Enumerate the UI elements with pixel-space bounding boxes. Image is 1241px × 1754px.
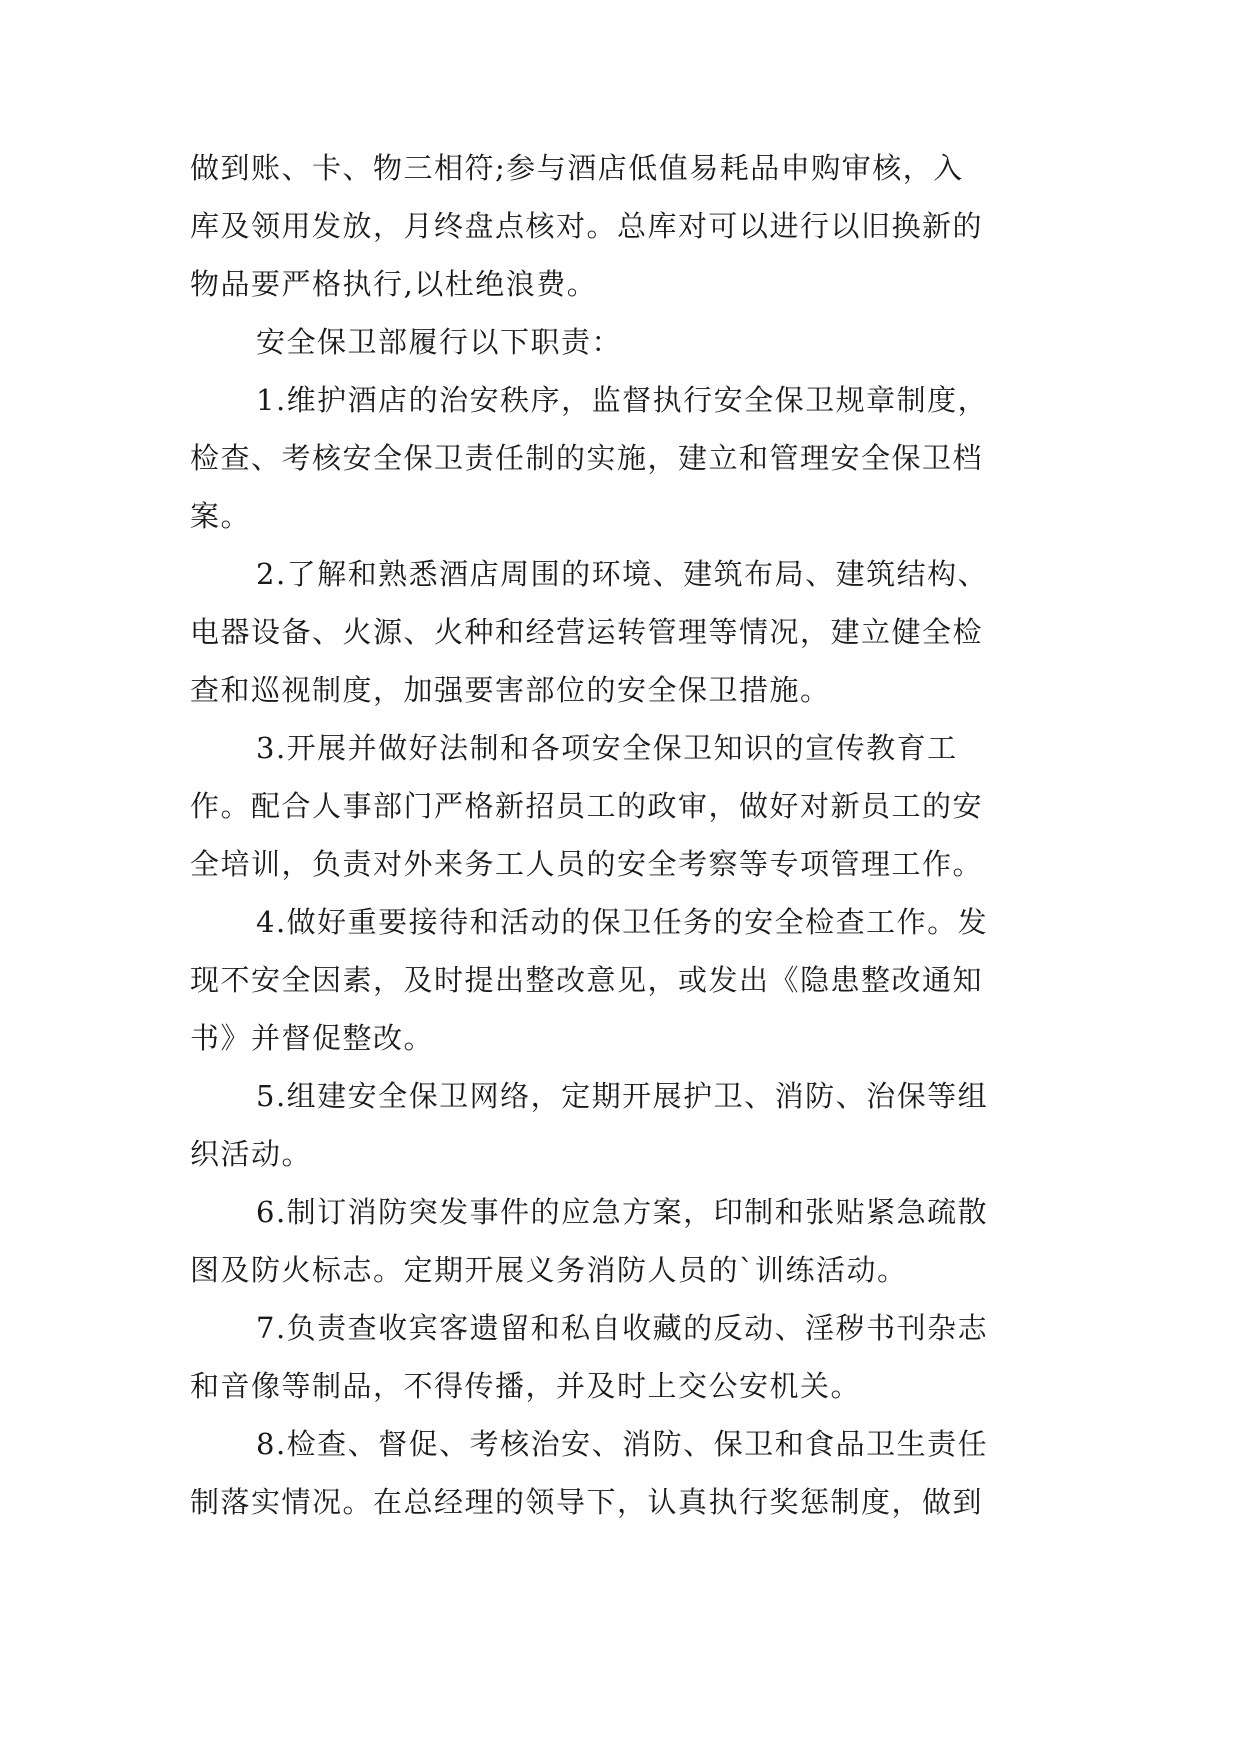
text-line: 全培训，负责对外来务工人员的安全考察等专项管理工作。 [190, 847, 984, 881]
text-line: 图及防火标志。定期开展义务消防人员的`训练活动。 [190, 1253, 908, 1287]
list-item-4-line: 4.做好重要接待和活动的保卫任务的安全检查工作。发 [256, 905, 989, 939]
list-item-2-line: 2.了解和熟悉酒店周围的环境、建筑布局、建筑结构、 [256, 557, 989, 591]
list-item-8-line: 8.检查、督促、考核治安、消防、保卫和食品卫生责任 [256, 1427, 989, 1461]
list-item-5-line: 5.组建安全保卫网络，定期开展护卫、消防、治保等组 [256, 1079, 989, 1113]
text-line: 库及领用发放，月终盘点核对。总库对可以进行以旧换新的 [190, 209, 984, 243]
text-line: 现不安全因素，及时提出整改意见，或发出《隐患整改通知 [190, 963, 984, 997]
text-line: 物品要严格执行,以杜绝浪费。 [190, 267, 598, 301]
section-heading: 安全保卫部履行以下职责： [256, 325, 623, 359]
text-line: 检查、考核安全保卫责任制的实施，建立和管理安全保卫档 [190, 441, 984, 475]
text-line: 制落实情况。在总经理的领导下，认真执行奖惩制度，做到 [190, 1485, 984, 1519]
text-line: 案。 [190, 499, 252, 533]
text-line: 和音像等制品，不得传播，并及时上交公安机关。 [190, 1369, 862, 1403]
text-line: 织活动。 [190, 1137, 313, 1171]
text-line: 查和巡视制度，加强要害部位的安全保卫措施。 [190, 673, 831, 707]
list-item-1-line: 1.维护酒店的治安秩序，监督执行安全保卫规章制度， [256, 383, 989, 417]
list-item-7-line: 7.负责查收宾客遗留和私自收藏的反动、淫秽书刊杂志 [256, 1311, 989, 1345]
text-line: 电器设备、火源、火种和经营运转管理等情况，建立健全检 [190, 615, 984, 649]
text-line: 做到账、卡、物三相符;参与酒店低值易耗品申购审核，入 [190, 151, 964, 185]
text-line: 作。配合人事部门严格新招员工的政审，做好对新员工的安 [190, 789, 984, 823]
list-item-6-line: 6.制订消防突发事件的应急方案，印制和张贴紧急疏散 [256, 1195, 989, 1229]
list-item-3-line: 3.开展并做好法制和各项安全保卫知识的宣传教育工 [256, 731, 958, 765]
text-line: 书》并督促整改。 [190, 1021, 435, 1055]
